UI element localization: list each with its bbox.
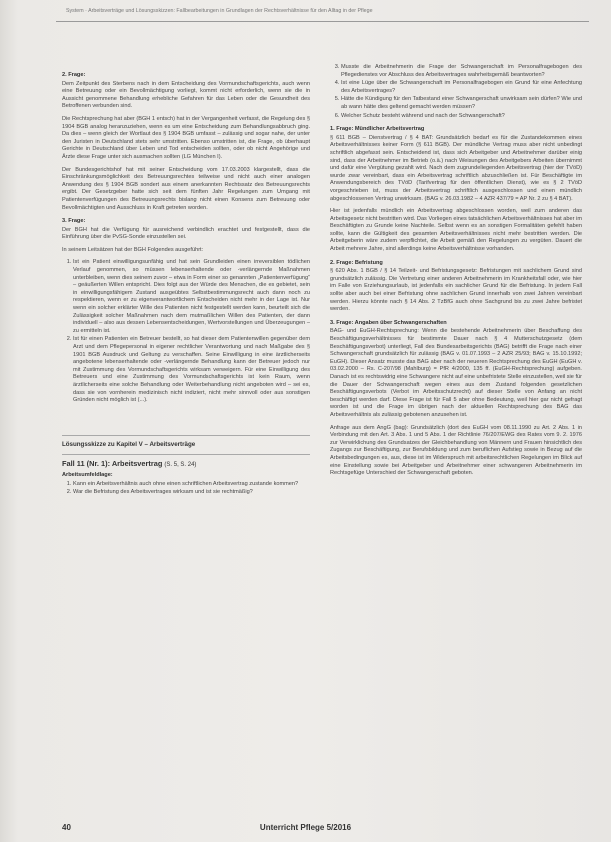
question-3-paragraph-1: Der BGH hat die Verfügung für ausreichend verbindlich erachtet und festgestellt, dass die Einführung über die PvSG-Sonde einzustellen sei.: [62, 226, 310, 241]
section-1-paragraph-1: § 611 BGB – Dienstvertrag / § 4 BAT: Grundsätzlich bedarf es für die Zustandekommen eines Arbeitsverhältnisses keiner Form (§ 611 BGB). Der mündliche Vertrag muss aber nicht unbedingt schriftlich abgefasst sein. Entscheidend ist, dass sich Arbeitgeber und Arbeitnehmer darüber einig sind, dass der Arbeitnehmer im Betrieb (o.ä.) nach Weisungen des Arbeitgebers Arbeiten übernimmt und dafür eine Vergütung gezahlt wird. Nach dem zugrundeliegenden Arbeitsvertrag (hier der TVöD) wurde zwar vereinbart, dass ein Arbeitsvertrag schriftlich abzuschließen ist. Für Beschäftigte im Anwendungsbereich des TVöD (Tarifvertrag für den öffentlichen Dienst), wie es § 2 TVöD vorgeschrieben ist, muss der Arbeitsvertrag schriftlich ausgeschlossen und einen mündlich abgeschlossenen Vertrag unwirksam. (BAG v. 26.03.1982 – 4 AZR 437/79 = AP Nr. 2 zu § 4 BAT).: [330, 134, 582, 202]
section-divider: [62, 454, 310, 455]
section-1-heading: 1. Frage: Mündlicher Arbeitsvertrag: [330, 126, 425, 133]
question-2-paragraph-1: Dem Zeitpunkt des Sterbens nach in dem Entscheidung des Vormundschaftsgerichts, auch wenn eine Betreuung oder ein Bevollmächtigung vorliegt, kommt nicht erforderlich, wenn sie die in Aussicht genommene Behandlung erhebliche Gefahren für das Leben oder die Gesundheit des Betroffenen verbunden sind.: [62, 80, 310, 110]
list-item: 1. Kann ein Arbeitsverhältnis auch ohne einen schriftlichen Arbeitsvertrag zustande kommen?: [73, 481, 310, 489]
section-3-paragraph-1: BAG- und EuGH-Rechtsprechung: Wenn die bestehende Arbeitnehmerin über Beschaffung des Beschäftigungsverhältnisses für bestimmte Dauer nach § 4 Mutterschutzgesetz (dem Beschäftigungsverbot) unterliegt, Fall des Bundesarbeitsgerichts (BAG) betrifft die Frage nach einer Schwangerschaft grundsätzlich für zulässig (BAG v. 01.07.1993 – 2 AZR 25/93; BAG v. 15.10.1992; EuGH). Dieser Ansatz musste das BAG aber nach der neueren Rechtsprechung des EuGH (EuGH v. 03.02.2000 – Rs. C-207/98 (Mahlburg) = PfR 4/2000, 135 ff. (EuGH-Rechtsprechung) aufgeben. Danach ist es rechtswidrig eine Schwangere nicht auf eine unbefristete Stelle einzustellen, weil sie für die Dauer der Schwangerschaft wegen eines aus dem Zustand folgenden gesetzlichen Beschäftigungsverbots (Verbot im Arbeitsschutzrecht) auf dieser Stelle von Anfang an nicht beschäftigt werden darf. Diese Frage ist für Fall 5 aber ohne Bedeutung, weil hier gar nicht gefragt worden ist und die Frage im übrigen nach der aktuellen Rechtsprechung des BAG das Arbeitsverhältnis als zulässig gebotenen anzusehen ist.: [330, 328, 582, 418]
case-title-text: Fall 11 (Nr. 1): Arbeitsvertrag: [62, 459, 163, 469]
question-2-paragraph-2: Die Rechtsprechung hat aber (BGH 1 entsch) hat in der Vergangenheit verfasst, die Regelung des § 1904 BGB analog heranzuziehen, wenn es um eine Entscheidung zum Behandlungsabbruch ging. Da dies – wenn gleich der Wortlaut des § 1904 BGB umfasst – zulässig und sogar nahe, der unter den Juristen in Deutschland stets sehr umstritten. Ebenso umstritten ist, die Frage, ob überhaupt Gerichte in Deutschland über Leben und Tod entscheiden sollten, oder ob nicht Angehörige und Ärzte diese Frage unter sich ausmachen sollten (LG München I).: [62, 115, 310, 160]
left-column: [62, 66, 310, 502]
list-item: 4. Ist eine Lüge über die Schwangerschaft im Personalfragebogen ein Grund für eine Anfechtung des Arbeitsvertrages?: [341, 80, 582, 95]
question-2-paragraph-3: Der Bundesgerichtshof hat mit seiner Entscheidung vom 17.03.2003 klargestellt, dass die Einschränkungsmöglichkeit des Betreuungsrechtes teilweise und nicht auch einer analogen Anwendung des § 1904 BGB sondert aus einem anerkannten Rechtssatz des Betreuungsrechts ergibt. Der Gesetzgeber hatte sich seit dem fünften Jahr Regelungen zum Umgang mit Patientenverfügungen des Betreuungsrechts bislang nicht einen Konsens zum Betreuung oder Bevollmächtigten und Ausschluss in Kraft getreten worden.: [62, 166, 310, 211]
running-head: System · Arbeitsverträge und Lösungsskizzen: Fallbearbeitungen in Grundlagen der Rechtsverhältnisse für den Alltag in der Pflege: [66, 8, 373, 14]
right-column: [330, 64, 582, 483]
list-item: 1. Ist ein Patient einwilligungsunfähig und hat sein Grundleiden einen irreversiblen tödlichen Verlauf genommen, so müssen lebenserhaltende oder -verlängernde Maßnahmen unterbleiben, wenn dies seinem zuvor – etwa in Form einer so genannten „Patientenverfügung“ – geäußerten Willen entspricht. Dies folgt aus der Würde des Menschen, die es gebietet, sein in einwilligungsfähigem Zustand ausgeübtes Selbstbestimmungsrecht auch dann noch zu respektieren, wenn er zu eigenverantwortlichem Entscheiden nicht mehr in der Lage ist. Nur wenn ein solcher erklärter Wille des Patienten nicht festgestellt werden kann, beurteilt sich die Zulässigkeit solcher Maßnahmen nach dem mutmaßlichen Willen des Patienten, der dann individuell – also aus dessen Lebensentscheidungen, Wertvorstellungen und Überzeugungen – zu ermitteln ist.: [73, 259, 310, 335]
question-3-heading: 3. Frage:: [62, 218, 86, 225]
list-item: 5. Hätte die Kündigung für den Tatbestand einer Schwangerschaft unwirksam sein dürfen? Wie und ab wann hätte dies geltend gemacht werden müssen?: [341, 96, 582, 111]
section-2-heading: 2. Frage: Befristung: [330, 259, 383, 266]
section-2-paragraph-1: § 620 Abs. 1 BGB / § 14 Teilzeit- und Befristungsgesetz: Befristungen mit sachlichem Grund sind grundsätzlich zulässig. Die Vertretung einer anderen Arbeitnehmerin im Krankheitsfall oder, wie hier im Falle von Erziehungsurlaub, ist jedenfalls ein sachlicher Grund für die Befristung. In jedem Fall sollte aber auch bei einer Befristung ohne sachlichen Grund innerhalb von zwei Jahren vereinbart werden. Hierzu könnte nach § 14 Abs. 2 TzBfG auch ohne Sachgrund bis zu zwei Jahre befristet werden.: [330, 268, 582, 313]
case-reference: (S. 5, S. 24): [164, 462, 197, 469]
list-item: 3. Musste die Arbeitnehmerin die Frage der Schwangerschaft im Personalfragebogen des Pflegedienstes vor Abschluss des Arbeitsvertrages wahrheitsgemäß beantworten?: [341, 64, 582, 79]
solution-section-title: Lösungsskizze zu Kapitel V – Arbeitsverträge: [62, 440, 196, 448]
list-item: 6. Welcher Schutz besteht während und nach der Schwangerschaft?: [341, 113, 582, 121]
section-divider: [62, 435, 310, 436]
list-item: 2. Ist für einen Patienten ein Betreuer bestellt, so hat dieser dem Patientenwillen gegenüber dem Arzt und dem Pflegepersonal in eigener rechtlicher Verantwortung und nach Maßgabe des § 1901 BGB Ausdruck und Geltung zu verschaffen. Seine Einwilligung in eine ärztlicherseits angebotene lebenserhaltende oder -verlängernde Behandlung kann der Betreuer jedoch nur mit Zustimmung des Vormundschaftsgerichts wirksam verweigern. Für eine Einwilligung des Betreuers und eine Zustimmung des Vormundschaftsgerichts ist kein Raum, wenn ärztlicherseits eine solche Behandlung oder Weiterbehandlung nicht angeboten wird – sei es, dass sie von vornherein medizinisch nicht indiziert, nicht mehr sinnvoll oder aus sonstigen Gründen nicht möglich ist (...).: [73, 336, 310, 404]
list-item: 2. War die Befristung des Arbeitsvertrages wirksam und ist sie rechtmäßig?: [73, 489, 310, 497]
problem-label: Arbeitsumfeldlage:: [62, 471, 113, 478]
question-3-paragraph-2: In seinem Leitsätzen hat der BGH Folgendes ausgeführt:: [62, 246, 204, 253]
question-2-heading: 2. Frage:: [62, 72, 86, 78]
problem-list-continued: [330, 64, 582, 120]
page-number: 40: [62, 823, 71, 832]
journal-footer: Unterricht Pflege 5/2016: [259, 823, 352, 832]
header-rule: [56, 21, 589, 22]
case-title: [62, 460, 310, 470]
section-3-heading: 3. Frage: Angaben über Schwangerschaften: [330, 319, 447, 326]
bgh-guiding-principles-list: [62, 259, 310, 404]
problem-list: [62, 481, 310, 497]
section-1-paragraph-2: Hier ist jedenfalls mündlich ein Arbeitsvertrag abgeschlossen worden, weil zum anderen das Arbeitsgesetz nicht bestritten wird. Das Vorliegen eines tatsächlichen Arbeitsverhältnisses hat aber im Beschäftigten zu Grunde keine Nachteile. Selbst wenn es an sonstigen Formalitäten gefehlt haben sollte, kann die Gültigkeit des gesamten Arbeitsverhältnisses nicht mehr bestritten werden. Die Arbeitgeberin wäre zudem verpflichtet, die Arbeit gemäß den Regelungen zu vergüten. Dauert die Arbeit mehrere Jahre, sind allerdings keine Arbeitsverhältnisse vorhanden.: [330, 208, 582, 253]
section-3-paragraph-2: Anfrage aus dem AngG (bag): Grundsätzlich (dort des EuGH vom 08.11.1990 zu Art. 2 Abs. 1 in Verbindung mit den Art. 3 Abs. 1 und 5 Abs. 1 der Richtlinie 76/207/EWG des Rates vom 9. 2. 1976 zur Verwirklichung des Grundsatzes der Gleichbehandlung von Männern und Frauen hinsichtlich des Zugangs zur Beschäftigung, zur Berufsbildung und zum beruflichen Aufstieg sowie in Bezug auf die Arbeitsbedingungen es, aus, diese ist im Widerspruch mit arbeitsrechtlichen Regelungen im Blick auf eine Einstellung sowie bei Arbeitgeber und Arbeitnehmer einer schwangeren Arbeitnehmerin im Rechtsgefüge Unterschied der Schwangerschaft geboten.: [330, 424, 582, 477]
